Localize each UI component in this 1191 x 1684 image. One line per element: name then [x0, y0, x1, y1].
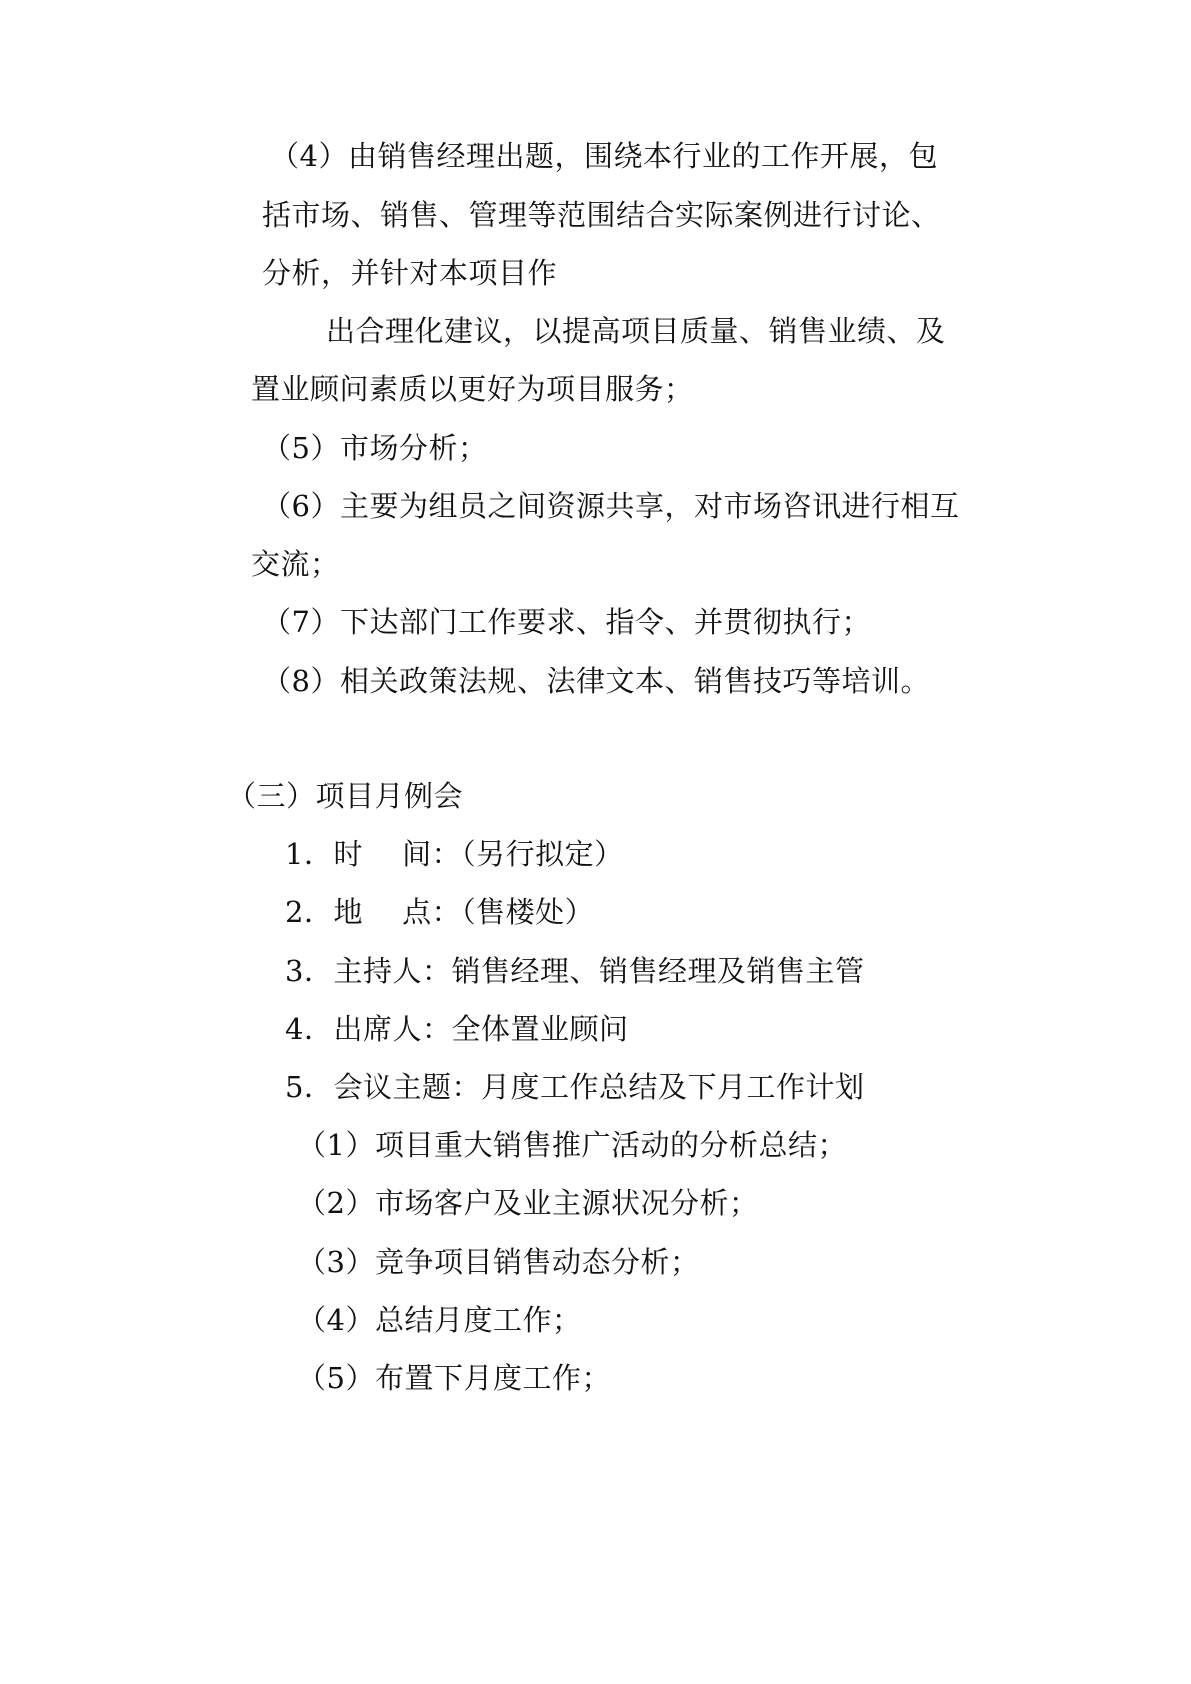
paragraph-line: 分析，并针对本项目作	[262, 256, 558, 290]
paragraph-line: （8）相关政策法规、法律文本、销售技巧等培训。	[262, 664, 930, 698]
paragraph-line: （5）市场分析；	[262, 431, 488, 465]
sub-list-item: （2）市场客户及业主源状况分析；	[297, 1186, 759, 1220]
list-item: 4．出席人：全体置业顾问	[285, 1012, 629, 1046]
sub-list-item: （1）项目重大销售推广活动的分析总结；	[297, 1128, 847, 1162]
paragraph-line: 出合理化建议，以提高项目质量、销售业绩、及	[326, 314, 946, 348]
list-item: 1．时 间：（另行拟定）	[285, 837, 624, 871]
paragraph-line: （6）主要为组员之间资源共享，对市场咨讯进行相互	[262, 489, 960, 523]
paragraph-line: （7）下达部门工作要求、指令、并贯彻执行；	[262, 605, 871, 639]
paragraph-line: （4）由销售经理出题，围绕本行业的工作开展，包	[270, 139, 938, 173]
list-item: 3．主持人：销售经理、销售经理及销售主管	[285, 954, 865, 988]
sub-list-item: （5）布置下月度工作；	[297, 1361, 611, 1395]
sub-list-item: （3）竞争项目销售动态分析；	[297, 1245, 700, 1279]
list-item: 5．会议主题：月度工作总结及下月工作计划	[285, 1070, 865, 1104]
section-heading: （三）项目月例会	[227, 779, 464, 813]
list-item: 2．地 点：（售楼处）	[285, 895, 595, 929]
sub-list-item: （4）总结月度工作；	[297, 1303, 582, 1337]
paragraph-line: 交流；	[251, 547, 340, 581]
paragraph-line: 括市场、销售、管理等范围结合实际案例进行讨论、	[262, 198, 941, 232]
paragraph-line: 置业顾问素质以更好为项目服务；	[251, 372, 694, 406]
